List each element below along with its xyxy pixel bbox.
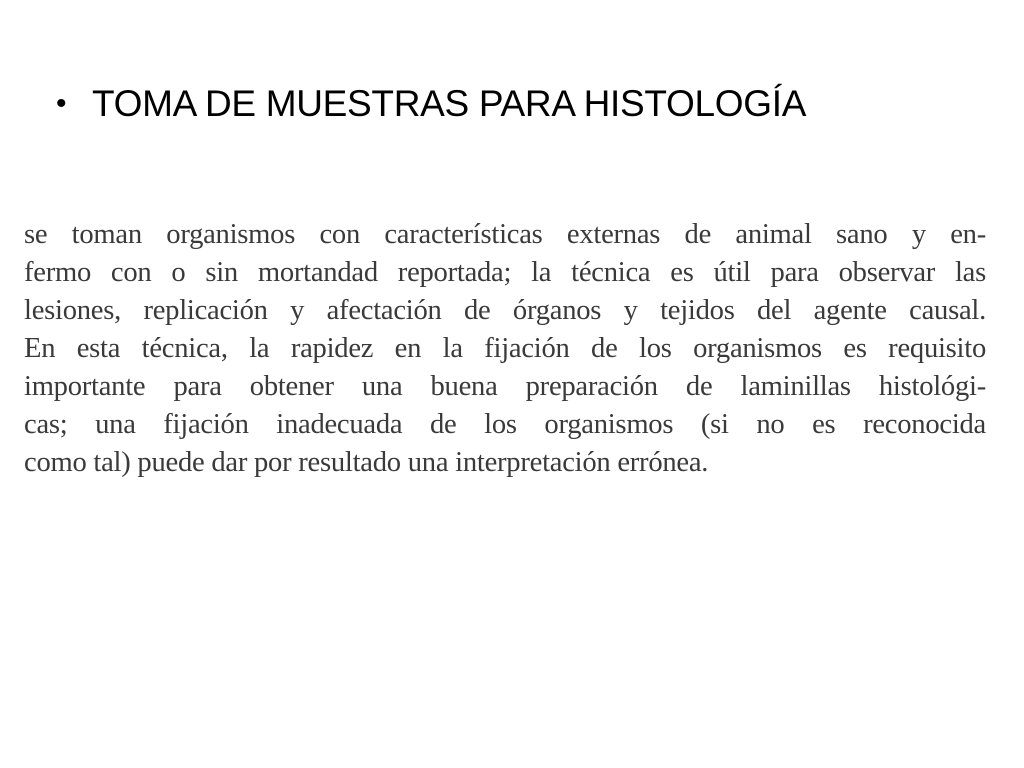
slide-title: TOMA DE MUESTRAS PARA HISTOLOGÍA [92, 83, 807, 124]
text-line: como tal) puede dar por resultado una interpretación errónea. [24, 447, 709, 478]
text-line: lesiones, replicación y afectación de órganos y tejidos del agente causal. [24, 295, 986, 326]
bullet-item [56, 80, 806, 128]
scanned-text-image [18, 212, 990, 492]
text-line: En esta técnica, la rapidez en la fijación de los organismos es requisito [24, 333, 986, 364]
text-line: cas; una fijación inadecuada de los organismos (si no es reconocida [24, 409, 986, 440]
text-line: importante para obtener una buena preparación de laminillas histológi- [24, 371, 986, 402]
bullet-icon: • [56, 87, 67, 120]
text-line: fermo con o sin mortandad reportada; la técnica es útil para observar las [24, 257, 986, 288]
text-line: se toman organismos con características externas de animal sano y en- [24, 219, 986, 250]
